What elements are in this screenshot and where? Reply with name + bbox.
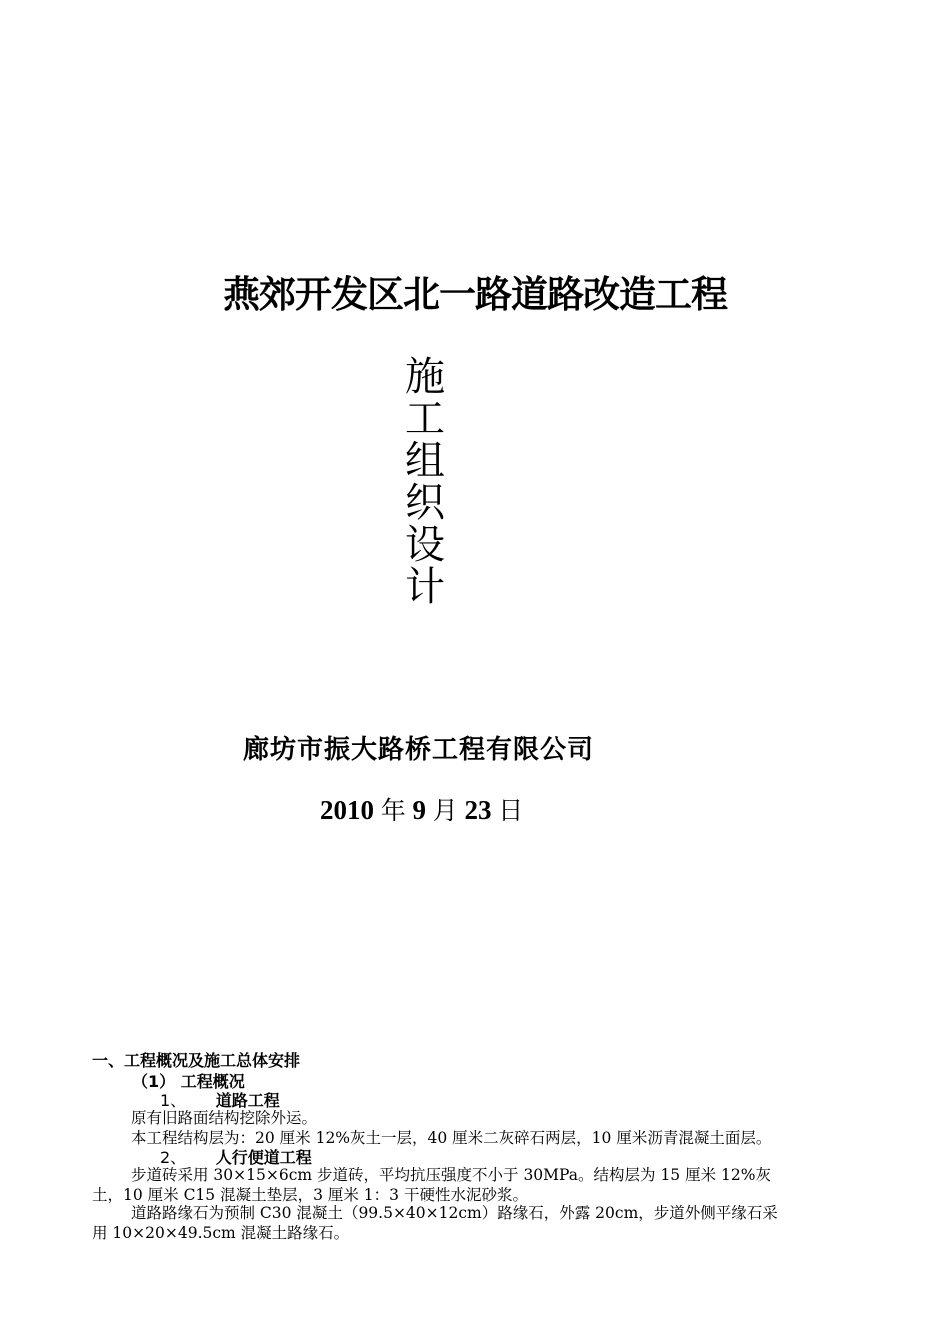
- paragraph-line: 步道砖采用 30×15×6cm 步道砖，平均抗压强度不小于 30MPa。结构层为 15 厘米 12%灰: [131, 1166, 771, 1184]
- date-day-char: 日: [498, 796, 524, 825]
- paragraph-line: 用 10×20×49.5cm 混凝土路缘石。: [92, 1224, 350, 1242]
- item-title: 人行便道工程: [215, 1148, 312, 1167]
- paragraph: 本工程结构层为：20 厘米 12%灰土一层，40 厘米二灰碎石两层，10 厘米沥青混凝土面层。: [131, 1129, 772, 1147]
- subsection-heading-text: （1） 工程概况: [132, 1072, 245, 1091]
- paragraph-line: 道路路缘石为预制 C30 混凝土（99.5×40×12cm）路缘石，外露 20cm，步道外侧平缘石采: [131, 1204, 778, 1222]
- date-year-char: 年: [380, 796, 406, 825]
- paragraph-line: 土，10 厘米 C15 混凝土垫层，3 厘米 1：3 干硬性水泥砂浆。: [92, 1186, 528, 1204]
- vertical-title-char: 计: [405, 564, 445, 610]
- vertical-title-char: 施: [405, 354, 445, 400]
- item-number: 1、: [160, 1091, 187, 1110]
- vertical-title-char: 组: [405, 438, 445, 484]
- subsection-heading: [132, 1071, 245, 1092]
- item-title: 道路工程: [215, 1091, 280, 1110]
- project-title: 燕郊开发区北一路道路改造工程: [223, 273, 727, 316]
- date-day: 23: [464, 795, 492, 825]
- document-type-vertical-title: [402, 356, 448, 608]
- vertical-title-char: 设: [405, 522, 445, 568]
- vertical-title-char: 工: [405, 396, 445, 442]
- item-number: 2、: [160, 1148, 187, 1167]
- vertical-title-char: 织: [405, 480, 445, 526]
- date-month-char: 月: [432, 796, 458, 825]
- date-month: 9: [412, 795, 427, 825]
- document-date: [320, 790, 523, 831]
- paragraph: 原有旧路面结构挖除外运。: [131, 1109, 318, 1127]
- company-name: 廊坊市振大路桥工程有限公司: [243, 735, 595, 765]
- section-heading: 一、工程概况及施工总体安排: [92, 1051, 301, 1070]
- date-year: 2010: [320, 795, 374, 825]
